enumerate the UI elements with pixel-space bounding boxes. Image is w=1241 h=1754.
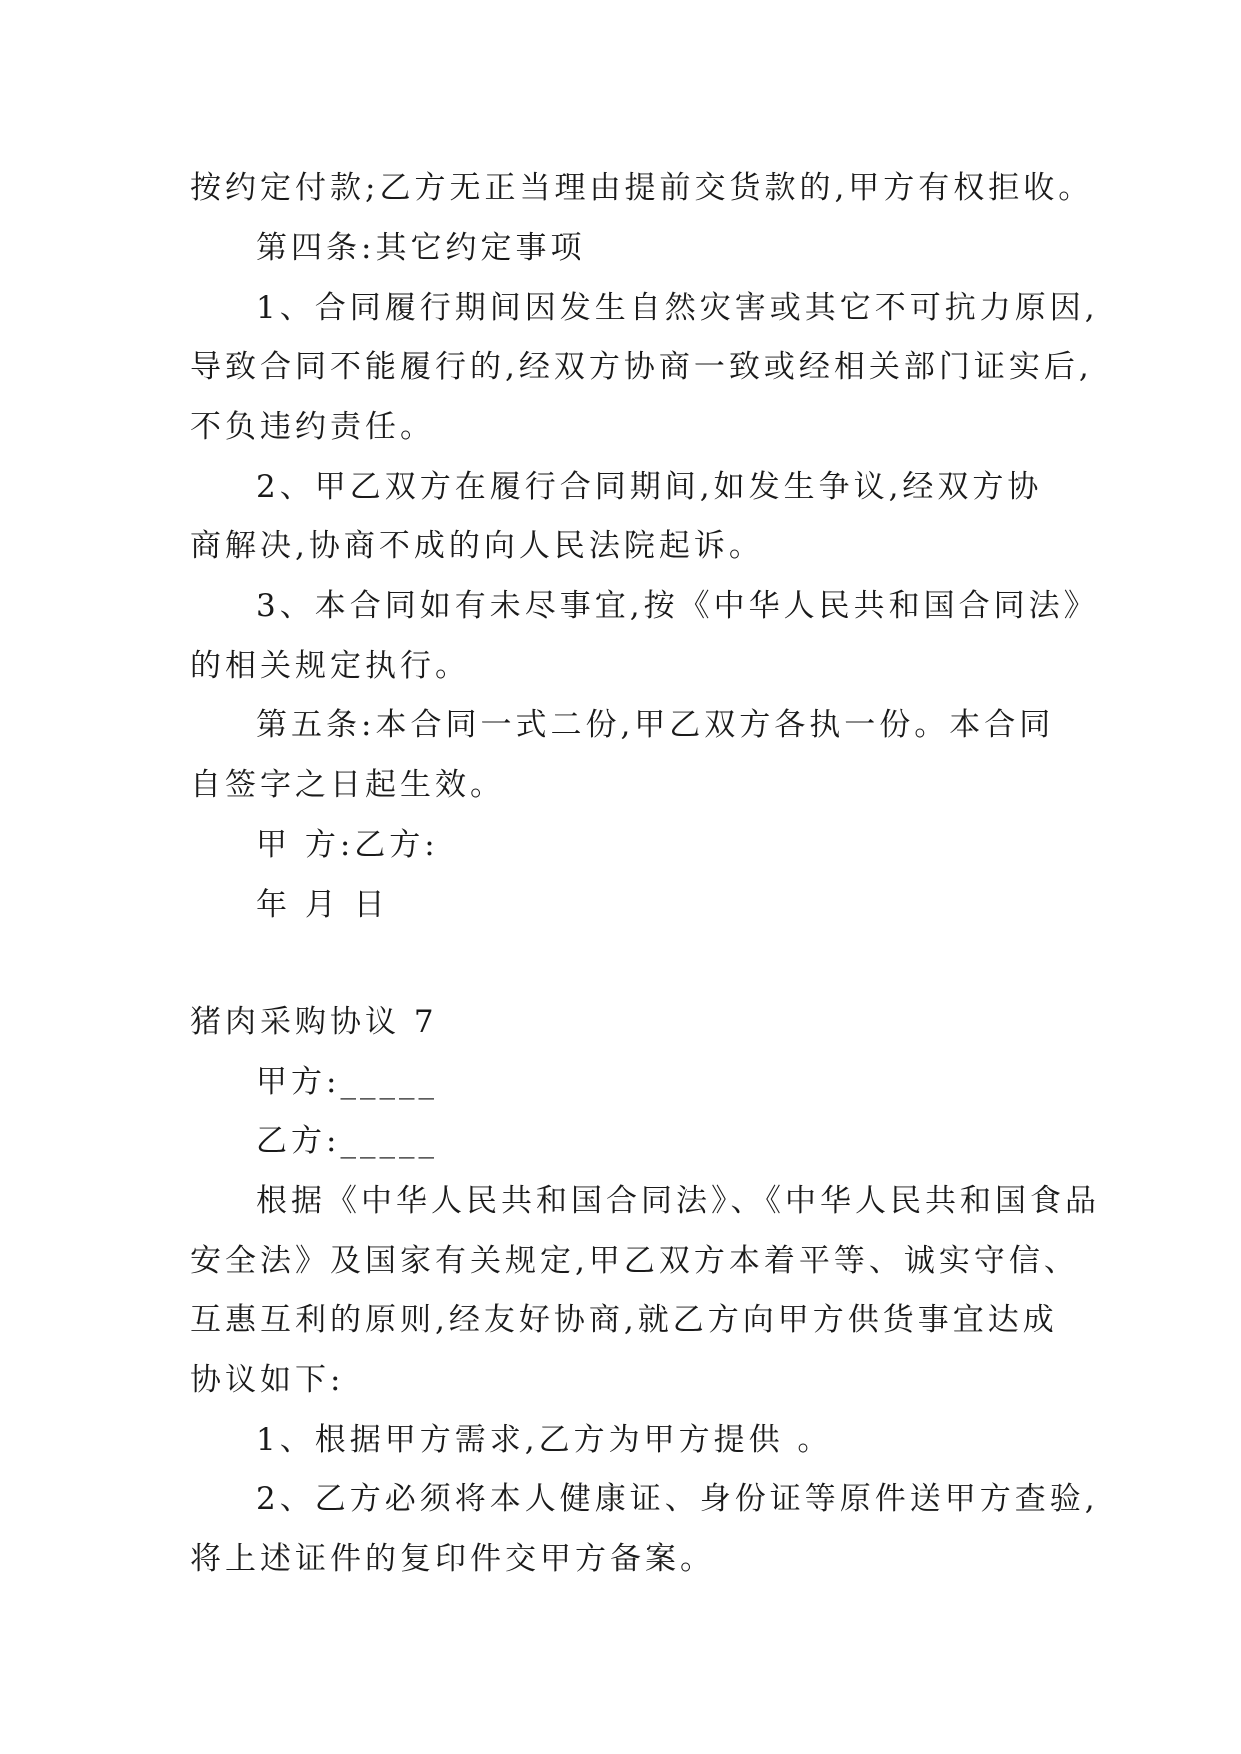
paragraph-line: 2、乙方必须将本人健康证、身份证等原件送甲方查验,: [256, 1481, 1099, 1517]
paragraph-line: 根据《中华人民共和国合同法》、《中华人民共和国食品: [256, 1183, 1100, 1219]
paragraph-line: 1、合同履行期间因发生自然灾害或其它不可抗力原因,: [256, 290, 1099, 326]
paragraph-line: 安全法》及国家有关规定,甲乙双方本着平等、诚实守信、: [190, 1243, 1079, 1279]
paragraph-line: 协议如下:: [190, 1362, 345, 1398]
paragraph-line: 将上述证件的复印件交甲方备案。: [190, 1541, 715, 1577]
party-a-line: 甲方:_____: [256, 1064, 438, 1100]
article-heading: 第四条:其它约定事项: [256, 230, 586, 266]
date-line: 年 月 日: [256, 887, 389, 923]
party-b-line: 乙方:_____: [256, 1123, 438, 1159]
paragraph-line: 1、根据甲方需求,乙方为甲方提供 。: [256, 1422, 833, 1458]
paragraph-line: 不负违约责任。: [190, 409, 435, 445]
paragraph-line: 的相关规定执行。: [190, 648, 470, 684]
article-heading: 第五条:本合同一式二份,甲乙双方各执一份。本合同: [256, 707, 1055, 743]
paragraph-line: 按约定付款;乙方无正当理由提前交货款的,甲方有权拒收。: [190, 170, 1094, 206]
paragraph-line: 商解决,协商不成的向人民法院起诉。: [190, 528, 764, 564]
paragraph-line: 自签字之日起生效。: [190, 767, 505, 803]
paragraph-line: 2、甲乙双方在履行合同期间,如发生争议,经双方协: [256, 469, 1043, 505]
signature-line: 甲 方:乙方:: [256, 827, 439, 863]
paragraph-line: 3、本合同如有未尽事宜,按《中华人民共和国合同法》: [256, 588, 1099, 624]
paragraph-line: 互惠互利的原则,经友好协商,就乙方向甲方供货事宜达成: [190, 1302, 1058, 1338]
paragraph-line: 导致合同不能履行的,经双方协商一致或经相关部门证实后,: [190, 349, 1093, 385]
section-title: 猪肉采购协议 7: [190, 1004, 438, 1040]
